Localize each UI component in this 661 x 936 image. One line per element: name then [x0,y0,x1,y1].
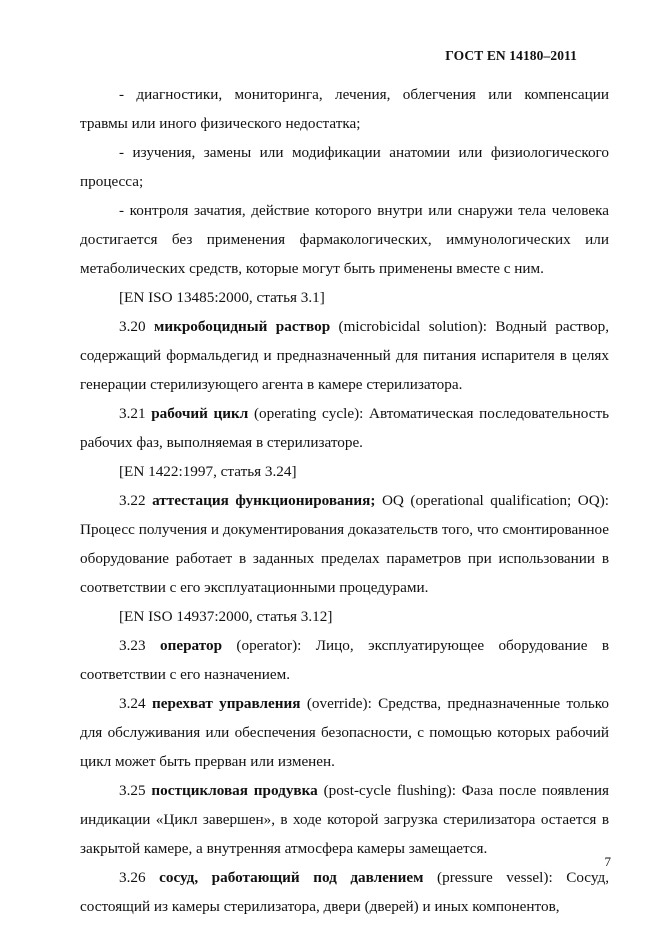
list-item-diagnostics: - диагностики, мониторинга, лечения, облегчения или компенсации травмы или иного физического недостатка; [80,86,609,132]
term-definition: (pressure vessel): Сосуд, состоящий из камеры стерилизатора, двери (дверей) и иных компонентов, [80,869,610,915]
term-number: 3.24 [119,695,146,712]
list-item-anatomy: - изучения, замены или модификации анатомии или физиологического процесса; [80,144,609,190]
standard-header: ГОСТ EN 14180–2011 [445,48,577,63]
term-title: аттестация функционирования; [152,492,376,509]
term-3-23 [80,631,609,689]
term-number: 3.23 [119,637,146,654]
term-definition: OQ (operational qualification; OQ): Процесс получения и документирования доказательств того, что смонтированное оборудование работает в заданных пределах параметров при использовании в соответствии с его эксплуатационными процедурами. [80,492,610,596]
reference-iso14937: [EN ISO 14937:2000, статья 3.12] [119,608,333,625]
term-3-26 [80,863,609,921]
term-number: 3.25 [119,782,146,799]
term-title: рабочий цикл [151,405,249,422]
term-number: 3.22 [119,492,146,509]
term-definition: (override): Средства, предназначенные только для обслуживания или обеспечения безопасности, с помощью которых рабочий цикл может быть прерван или изменен. [80,695,610,770]
term-title: оператор [159,637,223,654]
term-definition: (microbicidal solution): Водный раствор, содержащий формальдегид и предназначенный для питания испарителя в целях генерации стерилизующего агента в камере стерилизатора. [80,318,609,393]
term-definition: (operating cycle): Автоматическая последовательность рабочих фаз, выполняемая в стерилизаторе. [80,405,610,451]
term-definition: (post-cycle flushing): Фаза после появления индикации «Цикл завершен», в ходе которой загрузка стерилизатора остается в закрытой камере, а внутренняя атмосфера камеры замещается. [80,782,609,857]
page-body [80,80,609,921]
term-3-22 [80,486,609,602]
term-3-21 [80,399,609,457]
term-3-25 [80,776,609,863]
term-title: сосуд, работающий под давлением [159,869,424,886]
term-title: перехват управления [151,695,301,712]
page-number: 7 [604,854,611,869]
term-number: 3.21 [119,405,146,422]
reference-iso13485: [EN ISO 13485:2000, статья 3.1] [119,289,325,306]
list-item-conception: - контроля зачатия, действие которого внутри или снаружи тела человека достигается без применения фармакологических, иммунологических или метаболических средств, которые могут быть применены вместе с ним. [80,202,609,277]
term-3-20 [80,312,609,399]
reference-en1422: [EN 1422:1997, статья 3.24] [119,463,297,480]
term-number: 3.26 [119,869,146,886]
term-number: 3.20 [119,318,146,335]
term-definition: (operator): Лицо, эксплуатирующее оборудование в соответствии с его назначением. [80,637,610,683]
term-title: постцикловая продувка [151,782,318,799]
term-title: микробоцидный раствор [153,318,331,335]
term-3-24 [80,689,609,776]
